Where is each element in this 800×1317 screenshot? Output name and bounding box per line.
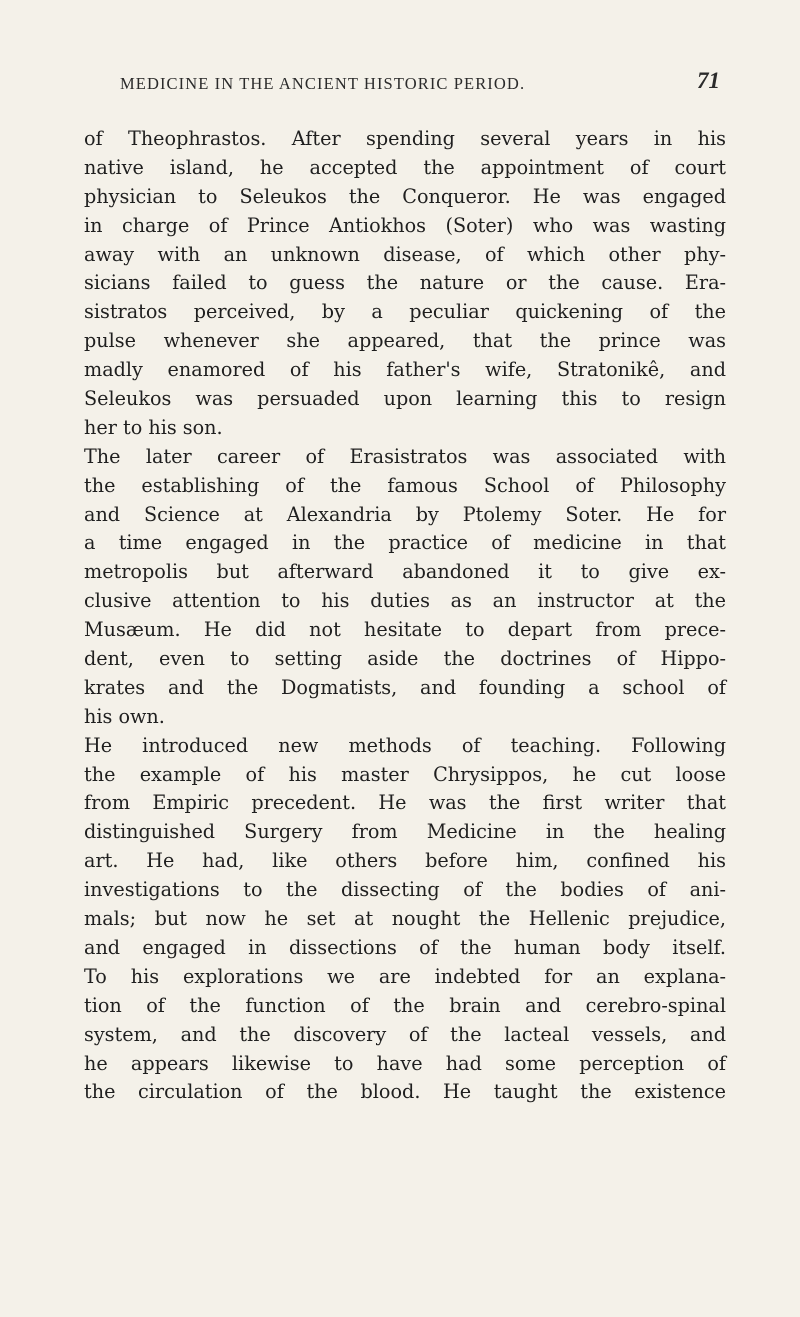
text-line: investigations to the dissecting of the bodies of ani- [84,878,726,902]
text-line: from Empiric precedent. He was the first writer that [84,791,726,815]
text-line: system, and the discovery of the lacteal vessels, and [84,1022,726,1046]
text-line: of Theophrastos. After spending several years in his [84,127,726,150]
text-line: the establishing of the famous School of Philosophy [84,473,726,497]
text-line: Musæum. He did not hesitate to depart from prece- [84,618,726,642]
text-line: The later career of Erasistratos was associated with [84,444,726,468]
text-line: the example of his master Chrysippos, he cut loose [84,762,726,786]
text-line: her to his son. [84,415,223,439]
text-line: he appears likewise to have had some perception of [84,1051,726,1075]
running-head [120,68,720,98]
text-line: madly enamored of his father's wife, Stratonikê, and [84,358,726,382]
body-text [84,125,726,1107]
text-line: tion of the function of the brain and cerebro-spinal [84,993,726,1017]
text-line: his own. [84,704,165,728]
text-line: krates and the Dogmatists, and founding a school of [84,675,726,699]
text-line: the circulation of the blood. He taught the existence [84,1080,726,1104]
text-line: and Science at Alexandria by Ptolemy Soter. He for [84,502,726,526]
page-number: 71 [697,68,720,93]
text-line: and engaged in dissections of the human body itself. [84,935,726,959]
text-line: physician to Seleukos the Conqueror. He was engaged [84,184,726,208]
text-line: away with an unknown disease, of which other phy- [84,242,726,266]
text-line: clusive attention to his duties as an instructor at the [84,589,726,613]
text-line: He introduced new methods of teaching. Following [84,733,726,757]
text-line: sicians failed to guess the nature or the cause. Era- [84,271,726,295]
text-line: distinguished Surgery from Medicine in the healing [84,820,726,844]
text-line: pulse whenever she appeared, that the prince was [84,329,726,353]
text-line: mals; but now he set at nought the Hellenic prejudice, [84,907,726,931]
text-line: a time engaged in the practice of medicine in that [84,531,726,555]
text-line: Seleukos was persuaded upon learning this to resign [84,387,726,411]
text-line: sistratos perceived, by a peculiar quickening of the [84,300,726,324]
running-title: MEDICINE IN THE ANCIENT HISTORIC PERIOD. [120,74,526,93]
text-line: dent, even to setting aside the doctrines of Hippo- [84,647,726,671]
text-line: art. He had, like others before him, confined his [84,849,726,873]
text-line: metropolis but afterward abandoned it to give ex- [84,560,726,584]
text-line: native island, he accepted the appointment of court [84,155,726,179]
text-line: in charge of Prince Antiokhos (Soter) who was wasting [84,213,726,237]
text-line: To his explorations we are indebted for an explana- [84,964,726,988]
